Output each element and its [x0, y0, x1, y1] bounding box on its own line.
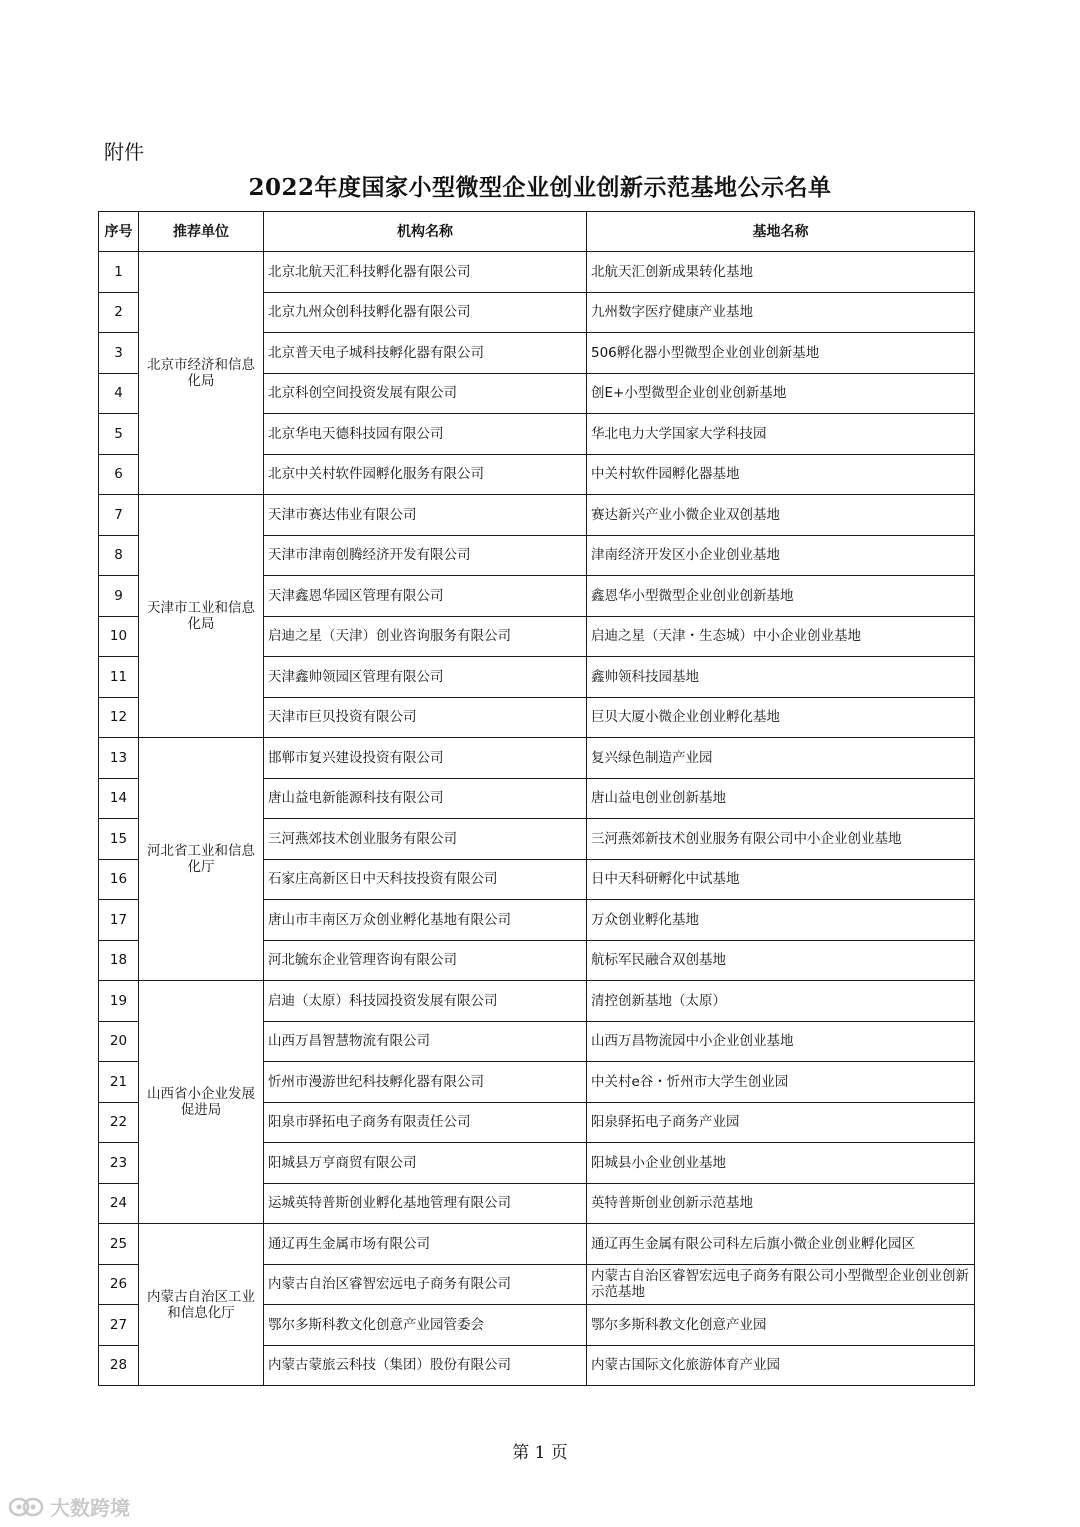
base-name-cell: 鄂尔多斯科教文化创意产业园: [587, 1305, 975, 1346]
row-number-cell: 4: [99, 373, 139, 414]
table-body: [99, 252, 975, 1386]
base-name-cell: 阳泉驿拓电子商务产业园: [587, 1102, 975, 1143]
base-name-cell: 九州数字医疗健康产业基地: [587, 292, 975, 333]
row-number-cell: 11: [99, 657, 139, 698]
organization-cell: 天津市赛达伟业有限公司: [264, 495, 587, 536]
organization-cell: 内蒙古自治区睿智宏远电子商务有限公司: [264, 1264, 587, 1305]
organization-cell: 北京九州众创科技孵化器有限公司: [264, 292, 587, 333]
row-number-cell: 28: [99, 1345, 139, 1386]
row-number-cell: 10: [99, 616, 139, 657]
base-name-cell: 英特普斯创业创新示范基地: [587, 1183, 975, 1224]
base-name-cell: 山西万昌物流园中小企业创业基地: [587, 1021, 975, 1062]
organization-cell: 唐山益电新能源科技有限公司: [264, 778, 587, 819]
base-name-cell: 唐山益电创业创新基地: [587, 778, 975, 819]
base-name-cell: 中关村软件园孵化器基地: [587, 454, 975, 495]
organization-cell: 天津鑫恩华园区管理有限公司: [264, 576, 587, 617]
row-number-cell: 25: [99, 1224, 139, 1265]
organization-cell: 启迪（太原）科技园投资发展有限公司: [264, 981, 587, 1022]
base-name-cell: 鑫恩华小型微型企业创业创新基地: [587, 576, 975, 617]
table-row: [99, 1224, 975, 1265]
row-number-cell: 23: [99, 1143, 139, 1184]
base-name-cell: 中关村e谷・忻州市大学生创业园: [587, 1062, 975, 1103]
watermark: [8, 1492, 130, 1521]
recommending-unit-cell: 内蒙古自治区工业和信息化厅: [139, 1224, 264, 1386]
base-name-cell: 506孵化器小型微型企业创业创新基地: [587, 333, 975, 374]
row-number-cell: 16: [99, 859, 139, 900]
base-name-cell: 阳城县小企业创业基地: [587, 1143, 975, 1184]
base-name-cell: 三河燕郊新技术创业服务有限公司中小企业创业基地: [587, 819, 975, 860]
row-number-cell: 13: [99, 738, 139, 779]
row-number-cell: 2: [99, 292, 139, 333]
row-number-cell: 6: [99, 454, 139, 495]
base-name-cell: 赛达新兴产业小微企业双创基地: [587, 495, 975, 536]
base-name-cell: 万众创业孵化基地: [587, 900, 975, 941]
row-number-cell: 8: [99, 535, 139, 576]
table-row: [99, 252, 975, 293]
organization-cell: 北京科创空间投资发展有限公司: [264, 373, 587, 414]
organization-cell: 唐山市丰南区万众创业孵化基地有限公司: [264, 900, 587, 941]
row-number-cell: 27: [99, 1305, 139, 1346]
base-name-cell: 航标军民融合双创基地: [587, 940, 975, 981]
row-number-cell: 7: [99, 495, 139, 536]
organization-cell: 北京北航天汇科技孵化器有限公司: [264, 252, 587, 293]
base-name-cell: 复兴绿色制造产业园: [587, 738, 975, 779]
base-name-cell: 巨贝大厦小微企业创业孵化基地: [587, 697, 975, 738]
organization-cell: 鄂尔多斯科教文化创意产业园管委会: [264, 1305, 587, 1346]
organization-cell: 天津鑫帅领园区管理有限公司: [264, 657, 587, 698]
column-header-unit: 推荐单位: [139, 212, 264, 252]
base-name-cell: 鑫帅领科技园基地: [587, 657, 975, 698]
table-header: [99, 212, 975, 252]
row-number-cell: 5: [99, 414, 139, 455]
organization-cell: 启迪之星（天津）创业咨询服务有限公司: [264, 616, 587, 657]
base-name-cell: 启迪之星（天津・生态城）中小企业创业基地: [587, 616, 975, 657]
organization-cell: 通辽再生金属市场有限公司: [264, 1224, 587, 1265]
page-number: 第 1 页: [512, 1443, 568, 1463]
recommending-unit-cell: 河北省工业和信息化厅: [139, 738, 264, 981]
organization-cell: 北京华电天德科技园有限公司: [264, 414, 587, 455]
base-name-cell: 内蒙古国际文化旅游体育产业园: [587, 1345, 975, 1386]
row-number-cell: 17: [99, 900, 139, 941]
organization-cell: 运城英特普斯创业孵化基地管理有限公司: [264, 1183, 587, 1224]
row-number-cell: 12: [99, 697, 139, 738]
organization-cell: 阳泉市驿拓电子商务有限责任公司: [264, 1102, 587, 1143]
recommending-unit-cell: 山西省小企业发展促进局: [139, 981, 264, 1224]
row-number-cell: 18: [99, 940, 139, 981]
base-name-cell: 日中天科研孵化中试基地: [587, 859, 975, 900]
base-name-cell: 通辽再生金属有限公司科左后旗小微企业创业孵化园区: [587, 1224, 975, 1265]
table-row: [99, 738, 975, 779]
recommending-unit-cell: 北京市经济和信息化局: [139, 252, 264, 495]
row-number-cell: 26: [99, 1264, 139, 1305]
organization-cell: 内蒙古蒙旅云科技（集团）股份有限公司: [264, 1345, 587, 1386]
column-header-base: 基地名称: [587, 212, 975, 252]
watermark-logo-icon: [8, 1496, 44, 1518]
base-name-cell: 清控创新基地（太原）: [587, 981, 975, 1022]
organization-cell: 山西万昌智慧物流有限公司: [264, 1021, 587, 1062]
organization-cell: 北京中关村软件园孵化服务有限公司: [264, 454, 587, 495]
organization-cell: 天津市巨贝投资有限公司: [264, 697, 587, 738]
row-number-cell: 22: [99, 1102, 139, 1143]
row-number-cell: 21: [99, 1062, 139, 1103]
organization-cell: 忻州市漫游世纪科技孵化器有限公司: [264, 1062, 587, 1103]
column-header-org: 机构名称: [264, 212, 587, 252]
organization-cell: 天津市津南创腾经济开发有限公司: [264, 535, 587, 576]
row-number-cell: 20: [99, 1021, 139, 1062]
base-name-cell: 北航天汇创新成果转化基地: [587, 252, 975, 293]
base-name-cell: 创E+小型微型企业创业创新基地: [587, 373, 975, 414]
watermark-text: 大数跨境: [50, 1496, 130, 1520]
row-number-cell: 19: [99, 981, 139, 1022]
row-number-cell: 1: [99, 252, 139, 293]
base-name-cell: 内蒙古自治区睿智宏远电子商务有限公司小型微型企业创业创新示范基地: [587, 1264, 975, 1305]
base-list-table: [98, 211, 975, 1386]
column-header-no: 序号: [99, 212, 139, 252]
base-name-cell: 华北电力大学国家大学科技园: [587, 414, 975, 455]
table-row: [99, 981, 975, 1022]
row-number-cell: 15: [99, 819, 139, 860]
table-row: [99, 495, 975, 536]
organization-cell: 阳城县万亨商贸有限公司: [264, 1143, 587, 1184]
row-number-cell: 9: [99, 576, 139, 617]
row-number-cell: 24: [99, 1183, 139, 1224]
row-number-cell: 14: [99, 778, 139, 819]
organization-cell: 石家庄高新区日中天科技投资有限公司: [264, 859, 587, 900]
organization-cell: 三河燕郊技术创业服务有限公司: [264, 819, 587, 860]
organization-cell: 邯郸市复兴建设投资有限公司: [264, 738, 587, 779]
base-name-cell: 津南经济开发区小企业创业基地: [587, 535, 975, 576]
organization-cell: 北京普天电子城科技孵化器有限公司: [264, 333, 587, 374]
page-title: 2022年度国家小型微型企业创业创新示范基地公示名单: [248, 174, 832, 201]
row-number-cell: 3: [99, 333, 139, 374]
attachment-label: 附件: [104, 140, 144, 164]
recommending-unit-cell: 天津市工业和信息化局: [139, 495, 264, 738]
table-header-row: [99, 212, 975, 252]
organization-cell: 河北毓东企业管理咨询有限公司: [264, 940, 587, 981]
